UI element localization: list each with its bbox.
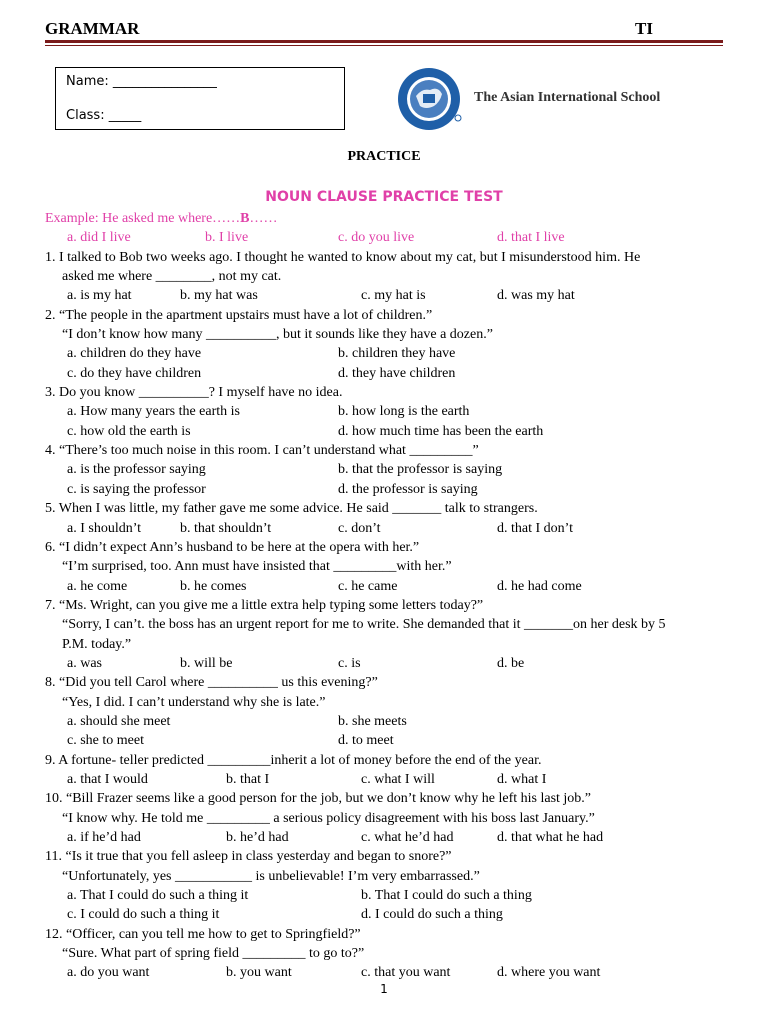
- option-d: d. how much time has been the earth: [338, 423, 544, 439]
- example-option-a: a. did I live: [67, 230, 131, 246]
- question-7-line-2: “Sorry, I can’t. the boss has an urgent report for me to write. She demanded that it _______on her desk by 5: [62, 617, 666, 633]
- question-1-options: [45, 286, 725, 305]
- option-b: b. he’d had: [226, 830, 289, 845]
- option-a: a. was: [67, 655, 102, 671]
- option-c: c. my hat is: [361, 288, 426, 304]
- question-11-line-2: “Unfortunately, yes ___________ is unbelievable! I’m very embarrassed.”: [62, 868, 480, 884]
- question-9-line-1: 9. A fortune- teller predicted _________inherit a lot of money before the end of the year.: [45, 752, 542, 768]
- header-subject: GRAMMAR: [45, 19, 140, 38]
- class-field-label: Class: _____: [66, 108, 142, 123]
- question-7-options: [45, 654, 725, 673]
- school-logo-icon: [396, 66, 462, 132]
- option-c: c. don’t: [338, 520, 381, 536]
- option-b: b. how long is the earth: [338, 404, 470, 420]
- option-d: d. he had come: [497, 578, 582, 594]
- question-9-options: [45, 770, 725, 789]
- option-d: d. I could do such a thing: [361, 907, 503, 923]
- header-rule-thick: [45, 40, 723, 43]
- option-a: a. is the professor saying: [67, 462, 206, 478]
- option-d: d. was my hat: [497, 288, 575, 304]
- question-8-line-2: “Yes, I did. I can’t understand why she is late.”: [62, 694, 326, 710]
- question-2-options-row-2: [45, 364, 725, 383]
- question-2-line-1: 2. “The people in the apartment upstairs must have a lot of children.”: [45, 307, 433, 323]
- question-2-line-2: “I don’t know how many __________, but it sounds like they have a dozen.”: [62, 327, 493, 343]
- option-b: b. children they have: [338, 346, 456, 362]
- page-number: 1: [380, 982, 388, 996]
- name-field-label: Name: ________________: [66, 74, 217, 89]
- question-10-line-1: 10. “Bill Frazer seems like a good person for the job, but we don’t know why he left his last job.”: [45, 791, 592, 807]
- question-6-line-1: 6. “I didn’t expect Ann’s husband to be here at the opera with her.”: [45, 539, 420, 555]
- option-d: d. they have children: [338, 365, 456, 381]
- question-3-options-row-2: [45, 422, 725, 441]
- option-d: d. what I: [497, 771, 547, 787]
- option-b: b. he comes: [180, 578, 247, 594]
- example-option-d: d. that I live: [497, 230, 565, 246]
- example-prompt: Example: He asked me where……: [45, 211, 241, 226]
- question-4-options-row-1: [45, 460, 725, 479]
- question-5-line-1: 5. When I was little, my father gave me some advice. He said _______ talk to strangers.: [45, 501, 538, 517]
- option-d: d. to meet: [338, 733, 394, 749]
- option-d: d. the professor is saying: [338, 481, 478, 497]
- option-a: a. That I could do such a thing it: [67, 888, 249, 904]
- question-11-options-row-2: [45, 905, 725, 924]
- option-c: c. is saying the professor: [67, 481, 206, 497]
- student-info-box: [55, 67, 345, 130]
- option-c: c. do they have children: [67, 365, 202, 381]
- option-a: a. children do they have: [67, 346, 202, 362]
- option-a: a. he come: [67, 578, 128, 594]
- header-code: TI: [635, 19, 653, 38]
- option-b: b. that the professor is saying: [338, 462, 503, 478]
- option-d: d. that what he had: [497, 830, 604, 845]
- option-d: d. that I don’t: [497, 520, 573, 536]
- option-d: d. be: [497, 655, 525, 671]
- question-12-options: [45, 963, 725, 982]
- example-options: [45, 228, 725, 247]
- option-a: a. do you want: [67, 965, 150, 981]
- option-c: c. she to meet: [67, 733, 144, 749]
- example-line: [45, 209, 725, 228]
- option-d: d. where you want: [497, 965, 601, 981]
- option-b: b. will be: [180, 655, 233, 671]
- test-title: NOUN CLAUSE PRACTICE TEST: [265, 189, 503, 205]
- option-b: b. you want: [226, 965, 292, 981]
- option-c: c. is: [338, 655, 361, 671]
- option-a: a. if he’d had: [67, 830, 141, 845]
- example-option-b: b. I live: [205, 230, 249, 246]
- question-12-line-2: “Sure. What part of spring field _________ to go to?”: [62, 946, 365, 962]
- option-b: b. she meets: [338, 713, 407, 729]
- question-2-options-row-1: [45, 344, 725, 363]
- question-7-line-3: P.M. today.”: [62, 636, 132, 652]
- option-a: a. I shouldn’t: [67, 520, 142, 536]
- question-10-line-2: “I know why. He told me _________ a serious policy disagreement with his boss last January.”: [62, 810, 595, 826]
- question-list: [45, 209, 725, 983]
- question-1-line-1: 1. I talked to Bob two weeks ago. I thought he wanted to know about my cat, but I misunderstood him. He: [45, 249, 641, 265]
- option-b: b. my hat was: [180, 288, 258, 304]
- option-c: c. I could do such a thing it: [67, 907, 220, 923]
- option-a: a. that I would: [67, 771, 148, 787]
- question-12-line-1: 12. “Officer, can you tell me how to get to Springfield?”: [45, 926, 361, 942]
- question-6-line-2: “I’m surprised, too. Ann must have insisted that _________with her.”: [62, 559, 452, 575]
- example-answer: B: [240, 211, 250, 226]
- question-5-options: [45, 519, 725, 538]
- question-8-line-1: 8. “Did you tell Carol where __________ us this evening?”: [45, 675, 378, 691]
- question-11-line-1: 11. “Is it true that you fell asleep in class yesterday and began to snore?”: [45, 849, 452, 865]
- question-8-options-row-1: [45, 712, 725, 731]
- question-10-options: [45, 828, 725, 847]
- option-c: c. what I will: [361, 771, 435, 787]
- question-6-options: [45, 577, 725, 596]
- option-c: c. he came: [338, 578, 398, 594]
- option-a: a. How many years the earth is: [67, 404, 240, 420]
- option-c: c. how old the earth is: [67, 423, 191, 439]
- example-option-c: c. do you live: [338, 230, 415, 246]
- question-4-line-1: 4. “There’s too much noise in this room. I can’t understand what _________”: [45, 443, 479, 459]
- school-name: The Asian International School: [474, 90, 661, 105]
- option-b: b. that I: [226, 771, 270, 787]
- option-a: a. is my hat: [67, 288, 132, 304]
- option-c: c. that you want: [361, 965, 451, 981]
- question-11-options-row-1: [45, 886, 725, 905]
- option-c: c. what he’d had: [361, 830, 454, 845]
- option-b: b. That I could do such a thing: [361, 888, 532, 904]
- question-1-line-2: asked me where ________, not my cat.: [62, 269, 282, 285]
- question-8-options-row-2: [45, 731, 725, 750]
- option-b: b. that shouldn’t: [180, 520, 272, 536]
- question-3-line-1: 3. Do you know __________? I myself have no idea.: [45, 385, 343, 401]
- question-7-line-1: 7. “Ms. Wright, can you give me a little extra help typing some letters today?”: [45, 597, 484, 613]
- option-a: a. should she meet: [67, 713, 171, 729]
- example-tail: ……: [249, 211, 278, 226]
- question-3-options-row-1: [45, 402, 725, 421]
- question-4-options-row-2: [45, 480, 725, 499]
- practice-heading: PRACTICE: [347, 149, 421, 164]
- header-rule-thin: [45, 45, 723, 46]
